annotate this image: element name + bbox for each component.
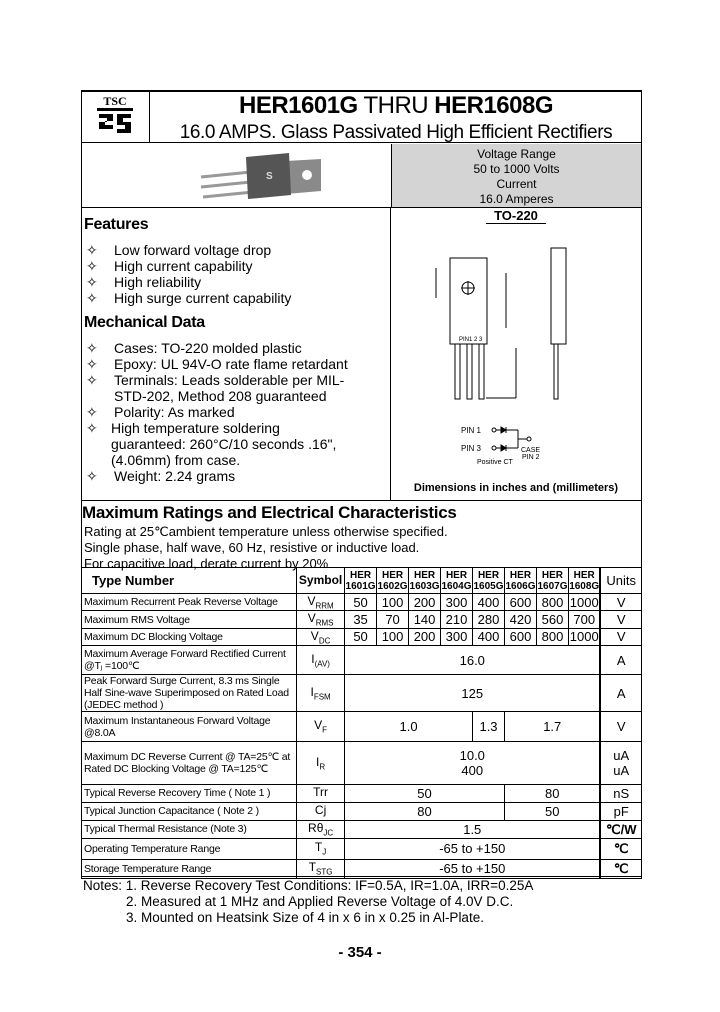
table-row [82, 712, 642, 742]
row-unit: V [600, 611, 641, 628]
bullet-icon: ✧ [86, 356, 98, 372]
mech-text: Cases: TO-220 molded plastic [114, 340, 302, 356]
bullet-icon: ✧ [86, 242, 98, 258]
symbol-main: T [314, 840, 323, 855]
page-number: - 354 - [338, 944, 382, 961]
feature-item [84, 242, 384, 258]
feature-text: Low forward voltage drop [114, 242, 272, 258]
row-symbol [297, 594, 345, 611]
part-suffix: 1608G [569, 580, 600, 592]
row-value: 50 [505, 802, 601, 820]
logo-icon [81, 90, 150, 143]
part-suffix: 1607G [537, 580, 568, 592]
row-symbol [297, 742, 345, 785]
header-part-number [409, 568, 441, 594]
part-prefix: HER [350, 569, 372, 581]
features-heading: Features [84, 216, 149, 233]
row-value: 50 [345, 785, 505, 802]
ratings-table [81, 567, 642, 879]
table-row [82, 859, 642, 878]
row-symbol [297, 802, 345, 820]
symbol-subscript: RMS [315, 618, 334, 628]
row-value: 100 [377, 628, 409, 645]
pin-numbers: PIN1 2 3 [459, 337, 483, 343]
row-value: 200 [409, 594, 441, 611]
row-value: 280 [473, 611, 505, 628]
row-description: Storage Temperature Range [82, 859, 297, 878]
section-divider [81, 500, 642, 501]
symbol-subscript: F [322, 725, 328, 735]
bullet-icon: ✧ [86, 420, 98, 436]
part-suffix: 1601G [345, 580, 376, 592]
symbol-main: I [310, 684, 314, 699]
mech-item [84, 420, 354, 468]
mech-item [84, 372, 354, 404]
title-part-first: HER1601G [238, 92, 358, 119]
feature-text: High reliability [114, 274, 202, 290]
row-unit: nS [600, 785, 641, 802]
row-value: 1000 [569, 594, 599, 610]
mech-item [84, 404, 354, 420]
row-symbol [297, 675, 345, 712]
mech-item [84, 340, 354, 356]
header-symbol: Symbol [297, 568, 345, 594]
row-value: 300 [441, 594, 473, 611]
part-suffix: 1605G [473, 580, 504, 592]
row-value: 100 [377, 594, 409, 611]
row-value: 300 [441, 628, 473, 645]
header-part-number [473, 568, 505, 594]
row-unit: A [600, 675, 641, 712]
row-description: Maximum RMS Voltage [82, 611, 297, 628]
row-value: 140 [409, 611, 441, 628]
part-prefix: HER [445, 569, 468, 581]
row-value: 400 [473, 628, 505, 645]
row-description: Maximum Average Forward Rectified Current @Tⱼ =100℃ [82, 646, 297, 675]
voltage-current-spec-box [391, 144, 641, 207]
row-value: 1.7 [505, 712, 601, 742]
table-body [82, 594, 642, 879]
row-value: 400 [473, 594, 505, 611]
notes [83, 878, 533, 926]
feature-text: High surge current capability [114, 290, 292, 306]
symbol-subscript: R [319, 762, 326, 772]
row-description: Maximum DC Reverse Current @ TA=25℃ at Rated DC Blocking Voltage @ TA=125℃ [82, 742, 297, 785]
symbol-subscript: J [322, 847, 327, 857]
mechanical-heading: Mechanical Data [84, 314, 205, 331]
bullet-icon: ✧ [86, 340, 98, 356]
symbol-main: V [307, 594, 316, 608]
row-value: 800 [536, 628, 568, 645]
mech-text: Terminals: Leads solderable per MIL-STD-202, Method 208 guaranteed [114, 372, 345, 404]
part-suffix: 1604G [441, 580, 472, 592]
mech-item [84, 468, 354, 484]
header-part-number [568, 568, 600, 594]
row-symbol [297, 838, 345, 859]
row-symbol [297, 785, 345, 802]
part-prefix: HER [509, 569, 532, 581]
tsc-logo [81, 90, 150, 143]
row-value: 80 [505, 785, 601, 802]
row-description: Operating Temperature Range [82, 838, 297, 859]
row-value: 600 [505, 628, 537, 645]
row-value: 50 [345, 628, 377, 645]
table-row [82, 628, 642, 645]
table-row [82, 802, 642, 820]
row-unit: V [600, 712, 641, 742]
feature-item [84, 290, 384, 306]
part-prefix: HER [541, 569, 564, 581]
ratings-heading: Maximum Ratings and Electrical Characteristics [82, 503, 457, 522]
symbol-main: Rθ [308, 820, 324, 835]
bullet-icon: ✧ [86, 290, 98, 306]
symbol-subscript: RRM [315, 601, 334, 611]
table-header-row [82, 568, 642, 594]
feature-item [84, 258, 384, 274]
ratings-note: Single phase, half wave, 60 Hz, resistive or inductive load. [84, 540, 420, 555]
row-unit: ℃ [600, 838, 641, 859]
row-description: Maximum DC Blocking Voltage [82, 628, 297, 645]
package-title [391, 208, 641, 223]
row-symbol [297, 820, 345, 838]
row-unit: uA uA [600, 742, 641, 785]
row-description: Peak Forward Surge Current, 8.3 ms Single Half Sine-wave Superimposed on Rated Load (JEDEC method ) [82, 675, 297, 712]
package-dimension-drawing [391, 228, 641, 478]
svg-text:S: S [266, 171, 273, 182]
note-line: 3. Mounted on Heatsink Size of 4 in x 6 in x 0.25 in Al-Plate. [126, 910, 484, 925]
mech-text: Polarity: As marked [114, 404, 235, 420]
symbol-subscript: JC [323, 828, 334, 838]
row-value: 16.0 [345, 646, 601, 675]
table-row [82, 675, 642, 712]
bullet-icon: ✧ [86, 372, 98, 388]
header-part-number [345, 568, 377, 594]
symbol-subscript: DC [318, 636, 331, 646]
bullet-icon: ✧ [86, 274, 98, 290]
note-line: 2. Measured at 1 MHz and Applied Reverse Voltage of 4.0V D.C. [126, 894, 514, 909]
row-symbol [297, 611, 345, 628]
table-row [82, 838, 642, 859]
part-prefix: HER [413, 569, 436, 581]
part-prefix: HER [381, 569, 404, 581]
page-title [150, 92, 642, 120]
bullet-icon: ✧ [86, 468, 98, 484]
package-name: TO-220 [486, 208, 546, 224]
symbol-main: V [314, 718, 323, 733]
header-part-number [505, 568, 537, 594]
case-label: CASE [521, 447, 541, 454]
row-description: Typical Thermal Resistance (Note 3) [82, 820, 297, 838]
spec-line: Current [496, 177, 537, 191]
feature-item [84, 274, 384, 290]
row-unit: pF [600, 802, 641, 820]
row-value: 125 [345, 675, 601, 712]
row-value: -65 to +150 [345, 859, 601, 878]
header-part-number [536, 568, 568, 594]
title-part-last: HER1608G [434, 92, 554, 119]
row-value: -65 to +150 [345, 838, 601, 859]
symbol-main: T [308, 860, 317, 875]
ratings-section [82, 503, 640, 572]
table-row [82, 785, 642, 802]
spec-line: 50 to 1000 Volts [473, 162, 560, 176]
row-unit: V [600, 594, 641, 611]
row-value: 210 [441, 611, 473, 628]
row-value: 10.0 400 [345, 742, 601, 785]
spec-line: Voltage Range [477, 147, 556, 161]
table-row [82, 820, 642, 838]
symbol-main: Trr [313, 785, 329, 800]
symbol-main: Cj [314, 802, 327, 817]
symbol-subscript: FSM [313, 692, 331, 702]
spec-line: 16.0 Amperes [479, 192, 554, 206]
ratings-note: Rating at 25℃ambient temperature unless otherwise specified. [84, 524, 448, 539]
row-value: 420 [505, 611, 537, 628]
row-value: 1000 [569, 629, 599, 645]
mech-text: Weight: 2.24 grams [114, 468, 236, 484]
to220-package-photo [191, 149, 321, 204]
title-thru: THRU [357, 92, 435, 119]
header-units: Units [600, 568, 641, 594]
row-value: 200 [409, 628, 441, 645]
mechanical-list [84, 340, 354, 484]
symbol-main: I [316, 754, 320, 769]
row-value: 1.3 [473, 712, 505, 742]
ratings-note: For capacitive load, derate current by 20% [84, 556, 329, 571]
features-list [84, 242, 384, 306]
row-value: 560 [536, 611, 568, 628]
mech-text: Epoxy: UL 94V-O rate flame retardant [114, 356, 348, 372]
pin2-label: PIN 2 [522, 454, 540, 461]
part-prefix: HER [573, 569, 595, 581]
row-symbol [297, 712, 345, 742]
row-unit: ℃/W [600, 820, 641, 838]
mech-text: High temperature soldering guaranteed: 260°C/10 seconds .16",(4.06mm) from case. [111, 420, 337, 468]
row-value: 70 [377, 611, 409, 628]
symbol-subscript: (AV) [314, 659, 330, 669]
symbol-main: I [311, 651, 315, 666]
row-symbol [297, 628, 345, 645]
row-value: 50 [345, 594, 377, 611]
dimensions-caption: Dimensions in inches and (millimeters) [413, 482, 619, 494]
row-symbol [297, 859, 345, 878]
part-prefix: HER [477, 569, 500, 581]
table-row [82, 646, 642, 675]
feature-text: High current capability [114, 258, 253, 274]
bullet-icon: ✧ [86, 258, 98, 274]
svg-text:TSC: TSC [103, 94, 127, 108]
part-suffix: 1602G [377, 580, 408, 592]
header-type-number: Type Number [82, 568, 297, 594]
pin1-label: PIN 1 [461, 426, 482, 435]
pin3-label: PIN 3 [461, 444, 482, 453]
row-description: Typical Reverse Recovery Time ( Note 1 ) [82, 785, 297, 802]
row-symbol [297, 646, 345, 675]
header-part-number [377, 568, 409, 594]
symbol-subscript: STG [316, 867, 333, 877]
row-value: 700 [568, 611, 600, 628]
row-value: 1.5 [345, 820, 601, 838]
row-value: 1.0 [345, 712, 473, 742]
config-label: Positive CT [477, 459, 513, 466]
note-line: Notes: 1. Reverse Recovery Test Conditions: IF=0.5A, IR=1.0A, IRR=0.25A [83, 878, 534, 893]
part-suffix: 1603G [409, 580, 440, 592]
row-unit: ℃ [600, 859, 641, 878]
table-row [82, 742, 642, 785]
table-row [82, 594, 642, 611]
row-value: 80 [345, 802, 505, 820]
bullet-icon: ✧ [86, 404, 98, 420]
symbol-main: V [310, 628, 319, 643]
mech-item [84, 356, 354, 372]
symbol-main: V [307, 611, 316, 626]
header-part-number [441, 568, 473, 594]
row-value: 800 [536, 594, 568, 611]
row-description: Maximum Recurrent Peak Reverse Voltage [82, 594, 297, 611]
row-description: Typical Junction Capacitance ( Note 2 ) [82, 802, 297, 820]
row-value: 35 [345, 611, 377, 628]
subtitle: 16.0 AMPS. Glass Passivated High Efficient Rectifiers [179, 122, 613, 143]
row-description: Maximum Instantaneous Forward Voltage @8.0A [82, 712, 297, 742]
row-unit: A [600, 646, 641, 675]
table-row [82, 611, 642, 628]
row-value: 600 [505, 594, 537, 611]
features-section [84, 216, 384, 484]
row-unit: V [600, 628, 641, 645]
part-suffix: 1606G [505, 580, 536, 592]
